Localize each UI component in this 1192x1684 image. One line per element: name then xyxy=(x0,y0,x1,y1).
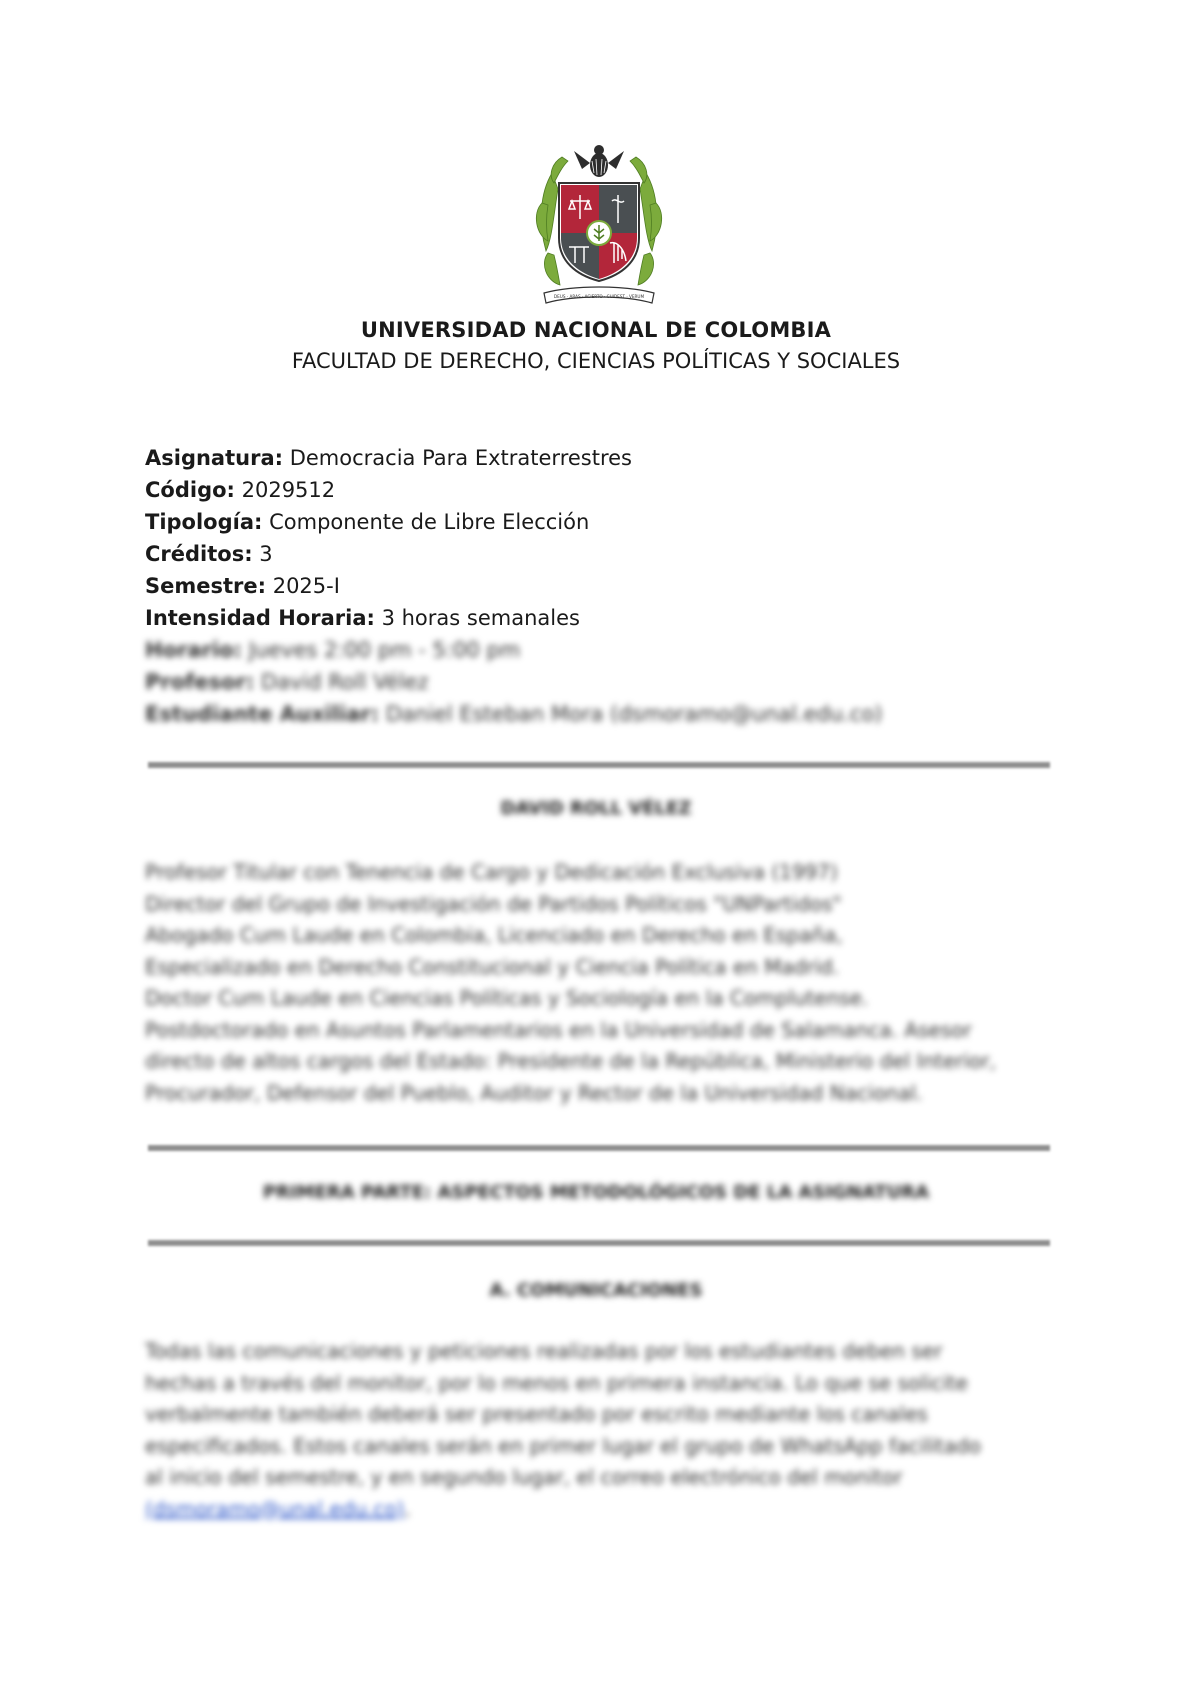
field-label: Estudiante Auxiliar: xyxy=(145,702,380,726)
bio-line: Procurador, Defensor del Pueblo, Auditor y Rector de la Universidad Nacional. xyxy=(145,1080,923,1105)
course-info-row xyxy=(145,442,1045,474)
horizontal-rule xyxy=(148,762,1050,768)
professor-bio-paragraph xyxy=(145,857,1055,1109)
field-value: 2029512 xyxy=(234,478,336,502)
bio-line: Especializado en Derecho Constitucional y Ciencia Política en Madrid. xyxy=(145,954,840,979)
bio-line: Postdoctorado en Asuntos Parlamentarios en la Universidad de Salamanca. Asesor xyxy=(145,1017,972,1042)
professor-section-title: DAVID ROLL VÉLEZ xyxy=(500,798,692,819)
field-label: Semestre: xyxy=(145,574,267,598)
course-info-row xyxy=(145,602,1045,634)
field-value: Daniel Esteban Mora (dsmoramo@unal.edu.co) xyxy=(379,702,883,726)
paragraph-line: hechas a través del monitor, por lo menos en primera instancia. Lo que se solicite xyxy=(145,1370,968,1395)
university-name: UNIVERSIDAD NACIONAL DE COLOMBIA xyxy=(360,318,832,342)
field-value: Componente de Libre Elección xyxy=(262,510,590,534)
paragraph-line: especificados. Estos canales serán en primer lugar el grupo de WhatsApp facilitado xyxy=(145,1433,981,1458)
paragraph-line: al inicio del semestre, y en segundo lugar, el correo electrónico del monitor xyxy=(145,1465,903,1489)
horizontal-rule xyxy=(148,1145,1050,1151)
field-value: David Roll Vélez xyxy=(254,670,429,694)
course-info-row xyxy=(145,506,1045,538)
field-label: Código: xyxy=(145,478,235,502)
bio-line: Doctor Cum Laude en Ciencias Políticas y Sociología en la Complutense. xyxy=(145,986,869,1010)
field-value: 3 horas semanales xyxy=(374,606,580,630)
course-info-row xyxy=(145,570,1045,602)
field-label: Créditos: xyxy=(145,542,253,566)
part-one-title: PRIMERA PARTE: ASPECTOS METODOLÓGICOS DE LA ASIGNATURA xyxy=(262,1182,930,1203)
email-suffix: . xyxy=(404,1496,411,1521)
course-info-row xyxy=(145,698,1045,730)
crest-motto: DEUS · ARAS · ACIERTO · CUIDEST · VERUM xyxy=(553,294,645,299)
course-info-block xyxy=(145,442,1045,730)
university-crest-logo xyxy=(534,143,664,313)
monitor-email-link[interactable]: (dsmoramo@unal.edu.co) xyxy=(145,1496,405,1521)
course-info-row xyxy=(145,666,1045,698)
field-label: Asignatura: xyxy=(145,446,284,470)
bio-line: Director del Grupo de Investigación de Partidos Políticos "UNPartidos" xyxy=(145,891,842,916)
communications-paragraph xyxy=(145,1336,1055,1525)
bio-line: Abogado Cum Laude en Colombia, Licenciado en Derecho en España, xyxy=(145,923,843,947)
paragraph-line: verbalmente también deberá ser presentado por escrito mediante los canales xyxy=(145,1402,928,1426)
faculty-name: FACULTAD DE DERECHO, CIENCIAS POLÍTICAS Y SOCIALES xyxy=(291,349,901,373)
field-value: Jueves 2:00 pm - 5:00 pm xyxy=(241,638,521,662)
course-info-row xyxy=(145,538,1045,570)
field-value: 2025-I xyxy=(266,574,340,598)
paragraph-line: Todas las comunicaciones y peticiones realizadas por los estudiantes deben ser xyxy=(145,1339,943,1363)
course-info-row xyxy=(145,474,1045,506)
communications-section-title: A. COMUNICACIONES xyxy=(489,1280,703,1301)
field-label: Horario: xyxy=(145,638,242,662)
field-label: Intensidad Horaria: xyxy=(145,606,375,630)
bio-line: directo de altos cargos del Estado: Presidente de la República, Ministerio del Interior, xyxy=(145,1049,996,1073)
field-label: Profesor: xyxy=(145,670,255,694)
horizontal-rule xyxy=(148,1240,1050,1246)
paragraph-line-last xyxy=(145,1494,1055,1526)
course-info-row xyxy=(145,634,1045,666)
field-label: Tipología: xyxy=(145,510,263,534)
field-value: 3 xyxy=(252,542,273,566)
bio-line: Profesor Titular con Tenencia de Cargo y Dedicación Exclusiva (1997) xyxy=(145,860,838,884)
field-value: Democracia Para Extraterrestres xyxy=(283,446,632,470)
